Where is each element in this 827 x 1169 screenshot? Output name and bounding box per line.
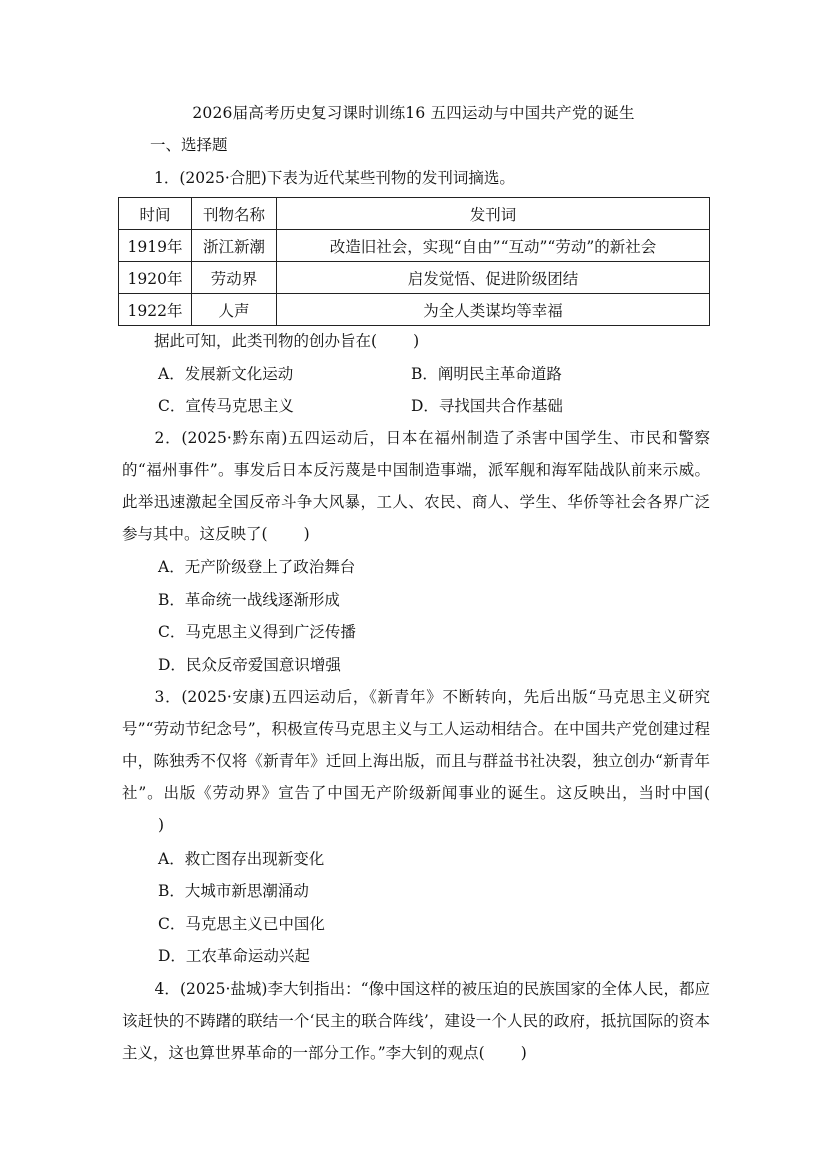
table-header-cell: 发刊词: [277, 198, 710, 230]
table-row: [119, 230, 710, 262]
periodicals-table: [118, 197, 710, 326]
q4-stem-end: ): [520, 1044, 527, 1062]
q2-stem-text: 2．(2025·黔东南)五四运动后，日本在福州制造了杀害中国学生、市民和警察的“福州事件”。事发后日本反污蔑是中国制造事端，派军舰和海军陆战队前来示威。此举迅速激起全国反帝斗争大风暴，工人、农民、商人、学生、华侨等社会各界广泛参与其中。这反映了(: [122, 429, 710, 543]
page-title: 2026届高考历史复习课时训练16 五四运动与中国共产党的诞生: [192, 104, 635, 122]
table-row: [119, 294, 710, 326]
q1-question: [154, 331, 419, 351]
table-cell: 改造旧社会，实现“自由”“互动”“劳动”的新社会: [277, 230, 710, 262]
q3-option-b: B．大城市新思潮涌动: [158, 882, 309, 900]
q3-stem: [122, 681, 710, 841]
table-header-cell: 时间: [119, 198, 192, 230]
table-cell: 人声: [192, 294, 277, 326]
table-cell: 劳动界: [192, 262, 277, 294]
q1-option-b: B．阐明民主革命道路: [411, 365, 562, 383]
table-header-cell: 刊物名称: [192, 198, 277, 230]
q3-option-d: D．工农革命运动兴起: [158, 947, 310, 965]
q1-question-end: ): [413, 332, 420, 350]
q1-stem: 1．(2025·合肥)下表为近代某些刊物的发刊词摘选。: [154, 169, 515, 187]
table-header-row: [119, 198, 710, 230]
section-heading: 一、选择题: [150, 136, 228, 154]
q1-question-text: 据此可知，此类刊物的创办旨在(: [154, 332, 378, 350]
q2-stem: [122, 422, 710, 550]
q3-option-a: A．救亡图存出现新变化: [158, 850, 325, 868]
q2-option-a: A．无产阶级登上了政治舞台: [158, 558, 356, 576]
table-cell: 启发觉悟、促进阶级团结: [277, 262, 710, 294]
table-cell: 浙江新潮: [192, 230, 277, 262]
table-cell: 1922年: [119, 294, 192, 326]
table-row: [119, 262, 710, 294]
q2-option-b: B．革命统一战线逐渐形成: [158, 591, 340, 609]
q2-option-c: C．马克思主义得到广泛传播: [158, 623, 356, 641]
q3-stem-text: 3．(2025·安康)五四运动后，《新青年》不断转向，先后出版“马克思主义研究号”“劳动节纪念号”，积极宣传马克思主义与工人运动相结合。在中国共产党创建过程中，陈独秀不仅将《新青年》迁回上海出版，而且与群益书社决裂，独立创办“新青年社”。出版《劳动界》宣告了中国无产阶级新闻事业的诞生。这反映出，当时中国(: [122, 688, 710, 802]
q1-option-a: A．发展新文化运动: [158, 365, 294, 383]
q4-stem-text: 4．(2025·盐城)李大钊指出：“像中国这样的被压迫的民族国家的全体人民，都应该赶快的不踌躇的联结一个‘民主的联合阵线’，建设一个人民的政府，抵抗国际的资本主义，这也算世界革命的一部分工作。”李大钊的观点(: [122, 980, 710, 1062]
table-cell: 为全人类谋均等幸福: [277, 294, 710, 326]
q1-option-d: D．寻找国共合作基础: [411, 397, 563, 415]
q2-stem-end: ): [303, 525, 310, 543]
q4-stem: [122, 973, 710, 1069]
q1-option-c: C．宣传马克思主义: [158, 397, 294, 415]
q3-option-c: C．马克思主义已中国化: [158, 915, 325, 933]
q3-stem-end: ): [158, 816, 165, 834]
table-cell: 1920年: [119, 262, 192, 294]
table-cell: 1919年: [119, 230, 192, 262]
q2-option-d: D．民众反帝爱国意识增强: [158, 656, 341, 674]
